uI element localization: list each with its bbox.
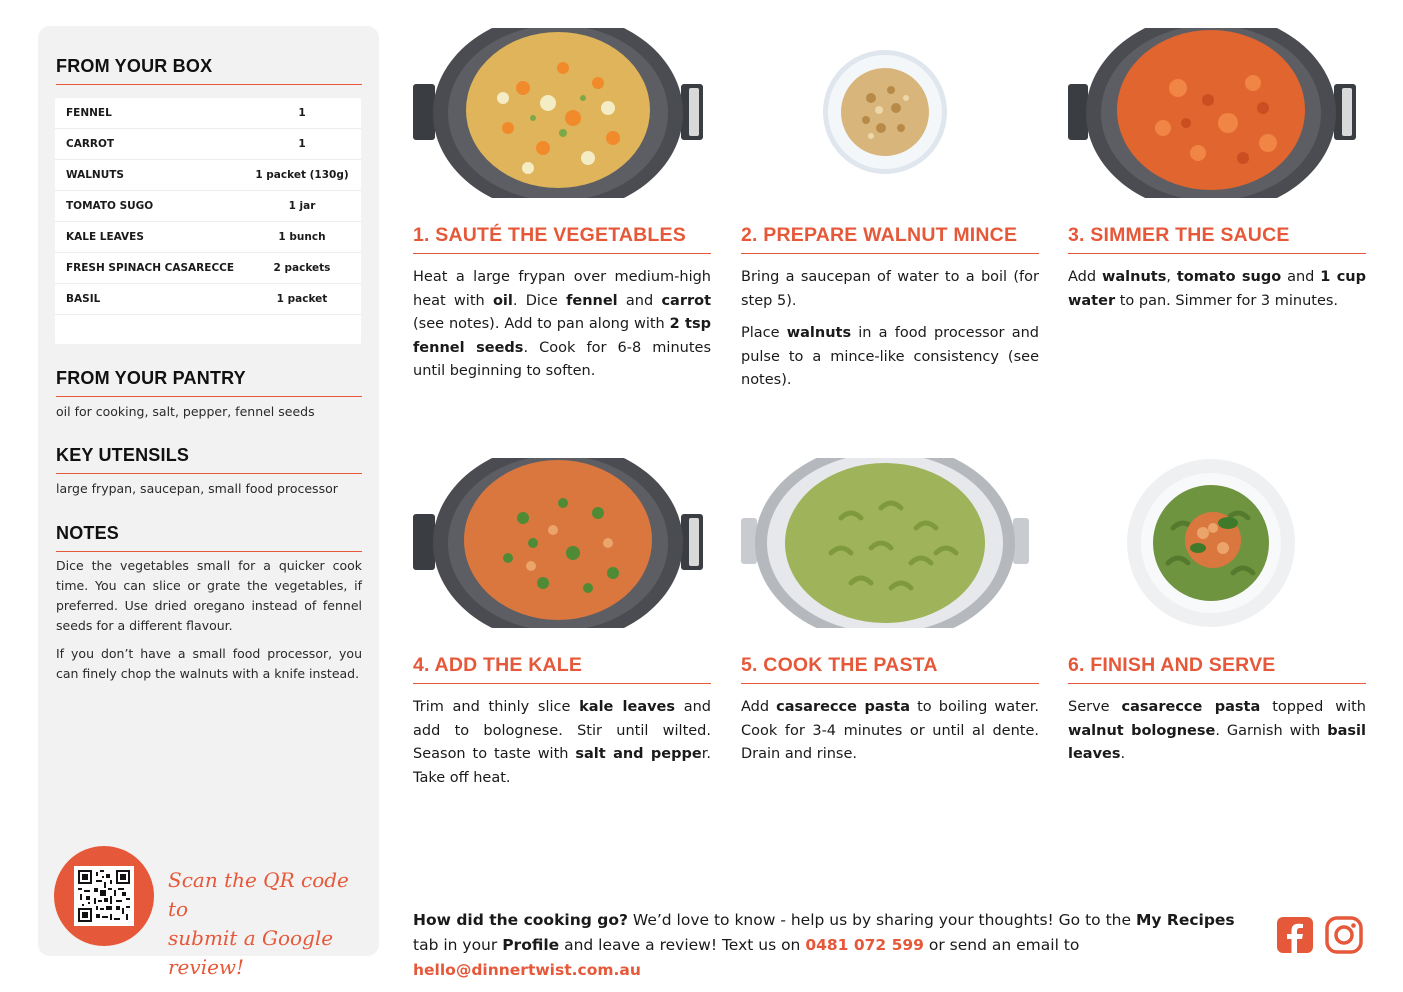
review-footer [413, 908, 1263, 983]
notes-heading: NOTES [56, 523, 362, 552]
utensils-text: large frypan, saucepan, small food processor [56, 481, 338, 496]
footer-bold: My Recipes [1135, 911, 1235, 929]
step-title: 4. ADD THE KALE [413, 654, 711, 684]
step-bold: 2 tsp fennel seeds [413, 316, 711, 356]
step-bold: salt and peppe [575, 746, 702, 762]
qr-badge [54, 846, 154, 946]
table-row [55, 253, 361, 284]
ingredients-table [55, 98, 361, 344]
step-body [1068, 696, 1366, 776]
plate-pasta-bolognese-image [1068, 458, 1366, 628]
email-link[interactable]: hello@dinnertwist.com.au [413, 961, 641, 979]
step-text: Serve [1068, 699, 1122, 715]
ingredient-qty: 1 [298, 107, 306, 119]
step-text: to boiling water. Cook for 3-4 minutes or until al dente. Drain and rinse. [741, 699, 1040, 762]
step-text: . Cook for 6-8 minutes until beginning to soften. [413, 339, 711, 379]
step-bold: fennel [566, 292, 618, 309]
step-bold: 1 cup water [1068, 269, 1367, 309]
step-bold: kale leaves [579, 699, 676, 715]
step-text: . Dice [512, 292, 567, 309]
ingredient-name: BASIL [66, 293, 101, 305]
bowl-walnut-mince-image [741, 28, 1039, 198]
step-text: and add to bolognese. Stir until wilted. Season to taste with [413, 699, 712, 762]
step-title: 2. PREPARE WALNUT MINCE [741, 224, 1039, 254]
ingredient-name: FENNEL [66, 107, 112, 119]
step-bold: basil leaves [1068, 722, 1366, 762]
step-title: 6. FINISH AND SERVE [1068, 654, 1366, 684]
ingredient-name: KALE LEAVES [66, 231, 144, 243]
pantry-text: oil for cooking, salt, pepper, fennel seeds [56, 404, 315, 419]
step-text: r. Take off heat. [413, 746, 711, 786]
step-bold: carrot [661, 292, 712, 309]
sidebar [38, 26, 379, 979]
qr-code-icon[interactable] [74, 866, 134, 926]
step-body [741, 696, 1039, 776]
step-bold: walnuts [1101, 269, 1167, 285]
ingredient-qty: 1 bunch [278, 231, 326, 243]
table-row [55, 129, 361, 160]
facebook-icon[interactable] [1276, 916, 1314, 954]
step-bold: casarecce pasta [776, 699, 911, 715]
note-paragraph: If you don’t have a small food processor, you can finely chop the walnuts with a knife instead. [56, 646, 362, 681]
ingredient-qty: 1 packet [276, 293, 328, 305]
footer-text: tab in your [413, 936, 503, 954]
ingredient-qty: 1 jar [288, 200, 316, 212]
ingredient-name: TOMATO SUGO [66, 200, 154, 212]
step-text: , [1166, 269, 1177, 285]
qr-caption-line: submit a Google review! [168, 926, 334, 979]
ingredient-qty: 1 [298, 138, 306, 150]
step-text: . Garnish with [1215, 722, 1328, 739]
step-text: Add [741, 699, 777, 715]
box-heading: FROM YOUR BOX [56, 56, 362, 85]
step-text: Heat a large frypan over medium-high heat with [413, 269, 711, 309]
table-row [55, 191, 361, 222]
footer-text: or send an email to [923, 936, 1080, 954]
step-body [741, 266, 1039, 402]
instagram-icon[interactable] [1325, 916, 1363, 954]
step-paragraph: Bring a saucepan of water to a boil (for step 5). [741, 269, 1039, 309]
utensils-heading: KEY UTENSILS [56, 445, 362, 474]
table-row [55, 160, 361, 191]
step-text: to pan. Simmer for 3 minutes. [1115, 292, 1339, 309]
frypan-kale-bolognese-image [413, 458, 711, 628]
step-text: Place [741, 325, 787, 341]
step-text: . [1120, 746, 1126, 762]
step-text: and [617, 292, 662, 309]
footer-text: We’d love to know - help us by sharing your thoughts! Go to the [627, 911, 1136, 929]
table-row [55, 284, 361, 315]
step-bold: casarecce pasta [1121, 699, 1261, 715]
footer-bold: How did the cooking go? [413, 911, 628, 929]
table-row [55, 222, 361, 253]
step-text: topped with [1260, 699, 1366, 715]
table-row [55, 98, 361, 129]
step-bold: tomato sugo [1176, 269, 1282, 285]
ingredient-name: WALNUTS [66, 169, 124, 181]
step-bold: walnuts [786, 325, 852, 341]
phone-link[interactable]: 0481 072 599 [805, 936, 924, 954]
step-text: in a food processor and pulse to a mince-like consistency (see notes). [741, 325, 1039, 388]
step-body [1068, 266, 1366, 322]
step-title: 3. SIMMER THE SAUCE [1068, 224, 1366, 254]
step-text: (see notes). Add to pan along with [413, 316, 670, 332]
step-title: 1. SAUTÉ THE VEGETABLES [413, 224, 711, 254]
step-title: 5. COOK THE PASTA [741, 654, 1039, 684]
ingredient-qty: 2 packets [273, 262, 331, 274]
ingredient-qty: 1 packet (130g) [255, 169, 349, 181]
footer-text: and leave a review! Text us on [559, 936, 806, 954]
frypan-sauteed-vegetables-image [413, 28, 711, 198]
frypan-tomato-sauce-image [1068, 28, 1366, 198]
qr-caption [168, 866, 368, 982]
notes [56, 556, 362, 692]
ingredient-name: FRESH SPINACH CASARECCE [66, 262, 235, 274]
step-text: and [1281, 269, 1321, 285]
step-body [413, 696, 711, 799]
step-bold: walnut bolognese [1068, 722, 1216, 739]
step-bold: oil [492, 292, 513, 309]
footer-bold: Profile [502, 936, 560, 954]
ingredient-name: CARROT [66, 138, 115, 150]
note-paragraph: Dice the vegetables small for a quicker cook time. You can slice or grate the vegetables, if preferred. Use dried oregano instead of fennel seeds for a different flavour. [56, 558, 362, 633]
qr-caption-line: Scan the QR code to [168, 868, 349, 921]
pantry-heading: FROM YOUR PANTRY [56, 368, 362, 397]
step-body [413, 266, 711, 393]
colander-green-pasta-image [741, 458, 1039, 628]
step-text: Add [1068, 269, 1102, 285]
step-text: Trim and thinly slice [413, 699, 580, 715]
